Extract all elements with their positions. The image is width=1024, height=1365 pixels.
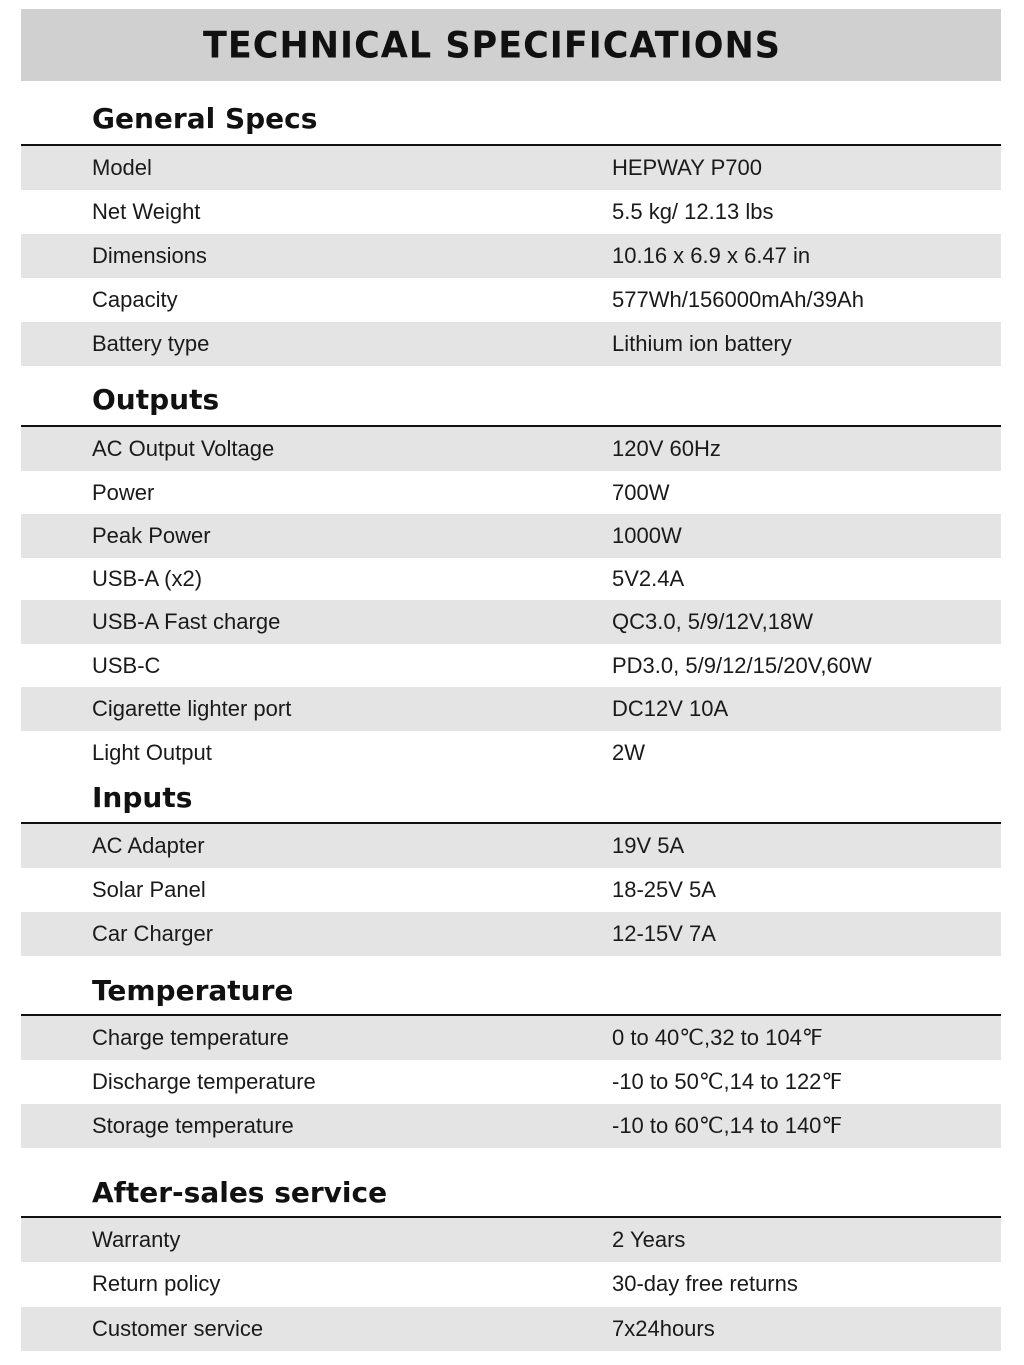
spec-row	[21, 687, 1001, 731]
spec-value: 2 Years	[612, 1227, 686, 1252]
spec-label: Car Charger	[92, 921, 214, 946]
section-heading: Inputs	[92, 781, 193, 814]
spec-label: Warranty	[92, 1227, 181, 1252]
spec-row	[21, 1016, 1001, 1060]
spec-value: 577Wh/156000mAh/39Ah	[612, 287, 864, 312]
spec-value: 18-25V 5A	[612, 877, 716, 902]
spec-value: 7x24hours	[612, 1316, 715, 1341]
spec-label: Return policy	[92, 1271, 221, 1296]
spec-row	[21, 471, 1001, 515]
spec-row	[21, 1307, 1001, 1351]
spec-row	[21, 1262, 1001, 1306]
spec-value: 30-day free returns	[612, 1271, 798, 1296]
section-heading: Temperature	[92, 974, 294, 1007]
spec-value: HEPWAY P700	[612, 155, 762, 180]
spec-row	[21, 824, 1001, 868]
spec-row	[21, 1104, 1001, 1148]
spec-label: Customer service	[92, 1316, 264, 1341]
spec-row	[21, 234, 1001, 278]
spec-row	[21, 427, 1001, 471]
title-banner	[21, 9, 1001, 81]
section-heading: Outputs	[92, 383, 220, 416]
spec-label: Charge temperature	[92, 1025, 289, 1050]
spec-row	[21, 146, 1001, 190]
spec-value: DC12V 10A	[612, 696, 729, 721]
spec-row	[21, 1218, 1001, 1262]
spec-label: Capacity	[92, 287, 178, 312]
spec-value: QC3.0, 5/9/12V,18W	[612, 609, 813, 634]
spec-value: 2W	[612, 740, 645, 765]
spec-label: Net Weight	[92, 199, 201, 224]
spec-value: 700W	[612, 480, 670, 505]
spec-label: AC Output Voltage	[92, 436, 275, 461]
spec-label: USB-C	[92, 653, 161, 678]
spec-label: USB-A Fast charge	[92, 609, 281, 634]
page-title: TECHNICAL SPECIFICATIONS	[203, 25, 781, 67]
spec-value: PD3.0, 5/9/12/15/20V,60W	[612, 653, 872, 678]
spec-label: AC Adapter	[92, 833, 205, 858]
spec-row	[21, 322, 1001, 366]
spec-label: Storage temperature	[92, 1113, 294, 1138]
spec-label: Cigarette lighter port	[92, 696, 292, 721]
spec-value: -10 to 60℃,14 to 140℉	[612, 1113, 843, 1138]
spec-row	[21, 868, 1001, 912]
spec-row	[21, 514, 1001, 558]
spec-label: Dimensions	[92, 243, 207, 268]
spec-value: 120V 60Hz	[612, 436, 721, 461]
spec-value: 5.5 kg/ 12.13 lbs	[612, 199, 774, 224]
spec-value: 5V2.4A	[612, 566, 685, 591]
spec-value: 12-15V 7A	[612, 921, 716, 946]
spec-row	[21, 190, 1001, 234]
spec-value: -10 to 50℃,14 to 122℉	[612, 1069, 843, 1094]
section-heading: General Specs	[92, 102, 318, 135]
spec-value: 0 to 40℃,32 to 104℉	[612, 1025, 823, 1050]
spec-row	[21, 644, 1001, 688]
spec-value: Lithium ion battery	[612, 331, 792, 356]
spec-row	[21, 731, 1001, 775]
spec-label: Solar Panel	[92, 877, 206, 902]
spec-label: Light Output	[92, 740, 212, 765]
spec-value: 10.16 x 6.9 x 6.47 in	[612, 243, 811, 268]
spec-row	[21, 600, 1001, 644]
spec-row	[21, 557, 1001, 601]
spec-label: Discharge temperature	[92, 1069, 316, 1094]
spec-label: Battery type	[92, 331, 210, 356]
spec-label: Model	[92, 155, 152, 180]
spec-row	[21, 1060, 1001, 1104]
spec-value: 19V 5A	[612, 833, 685, 858]
spec-value: 1000W	[612, 523, 682, 548]
spec-row	[21, 912, 1001, 956]
spec-row	[21, 278, 1001, 322]
spec-label: Power	[92, 480, 155, 505]
section-heading: After-sales service	[92, 1176, 388, 1209]
spec-label: USB-A (x2)	[92, 566, 203, 591]
spec-label: Peak Power	[92, 523, 211, 548]
